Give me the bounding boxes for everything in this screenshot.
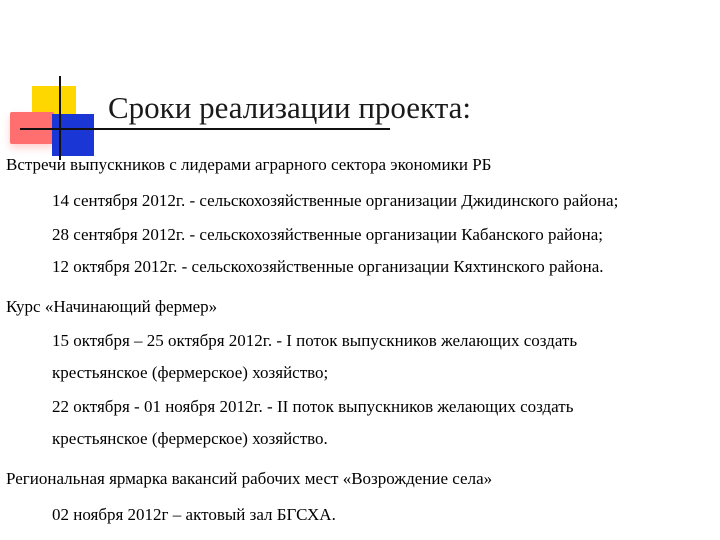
meeting-item-kabansk: 28 сентября 2012г. - сельскохозяйственные организации Кабанского района;	[52, 225, 603, 244]
course-item-stream-2: 22 октября - 01 ноября 2012г. - II поток выпускников желающих создать	[52, 397, 574, 416]
section-meetings-heading: Встречи выпускников с лидерами аграрного сектора экономики РБ	[6, 155, 492, 174]
course-item-stream-2-cont: крестьянское (фермерское) хозяйство.	[52, 429, 328, 448]
decor-horizontal-line	[20, 128, 390, 130]
decor-vertical-line	[59, 76, 61, 160]
meeting-item-kyakhta: 12 октября 2012г. - сельскохозяйственные организации Кяхтинского района.	[52, 257, 604, 276]
course-item-stream-1: 15 октября – 25 октября 2012г. - I поток выпускников желающих создать	[52, 331, 578, 350]
meeting-item-dzhida: 14 сентября 2012г. - сельскохозяйственные организации Джидинского района;	[52, 191, 619, 210]
slide-title: Сроки реализации проекта:	[108, 90, 472, 125]
section-fair-heading: Региональная ярмарка вакансий рабочих мест «Возрождение села»	[6, 469, 493, 488]
section-course-heading: Курс «Начинающий фермер»	[6, 297, 218, 316]
fair-item: 02 ноября 2012г – актовый зал БГСХА.	[52, 505, 336, 524]
course-item-stream-1-cont: крестьянское (фермерское) хозяйство;	[52, 363, 329, 382]
